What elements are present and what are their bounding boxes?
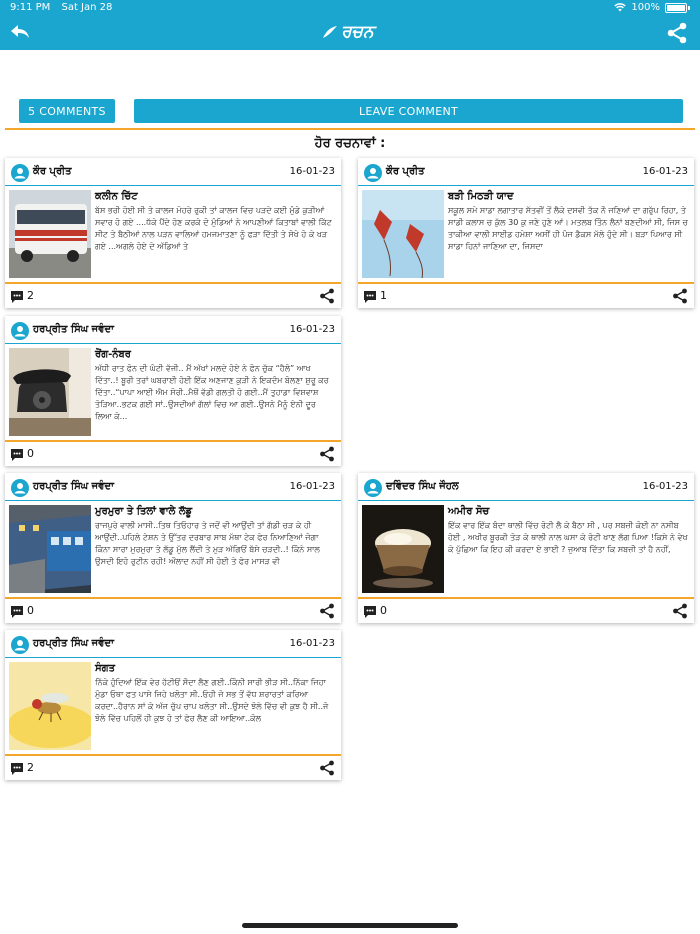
app-logo — [322, 20, 374, 44]
post-author[interactable]: ਕੌਰ ਪ੍ਰੀਤ — [33, 166, 72, 177]
user-avatar-icon — [364, 164, 382, 182]
bus-photo[interactable] — [9, 190, 91, 278]
post-author[interactable]: ਹਰਪ੍ਰੀਤ ਸਿੰਘ ਜਵੰਦਾ — [33, 638, 114, 649]
post-excerpt: ਬੱਸ ਭਰੀ ਹੋਈ ਸੀ ਤੇ ਕਾਲਜ ਮੋਹਰੇ ਰੁਕੀ ਤਾਂ ਕਾਲਜ ਵਿਚ ਪੜਦੇ ਕਈ ਮੁੰਡੇ ਕੁੜੀਆਂ ਸਵਾਰ ਹੋ ਗਏ ....ਧੱਕੇ ਪੈਂਦੇ ਹੋਣ ਕਰਕੇ ਦੋ ਮੁੰਡਿਆਂ ਨੇ ਆਪਣੀਆਂ ਕਿਤਾਬਾਂ ਵਾਲੀ ਕਿੱਟ ਸੀਟ ਤੇ ਬੈਠੀਆਂ ਨਾਲ ਪੜਨ ਵਾਲਿਆਂ ਹਮਜਮਾਤਣਾ ਨੂੰ ਫੜਾ ਦਿੱਤੀ ਤੇ ਸੋਖੇ ਹੋ ਕੇ ਖੜ ਗਏ ...ਅਗਲੇ ਹੋਏ ਦੇ ਅੱਡਿਆਂ ਤੇ — [95, 206, 332, 251]
status-date: Sat Jan 28 — [61, 2, 113, 13]
train-photo[interactable] — [9, 505, 91, 593]
comment-icon[interactable] — [9, 289, 25, 305]
comment-count: 1 — [380, 289, 387, 302]
status-time: 9:11 PM — [10, 2, 51, 13]
post-card[interactable] — [358, 473, 694, 623]
post-date: 16-01-23 — [289, 324, 335, 335]
post-author[interactable]: ਕੌਰ ਪ੍ਰੀਤ — [386, 166, 425, 177]
post-date: 16-01-23 — [289, 638, 335, 649]
comment-count: 2 — [27, 761, 34, 774]
post-excerpt: ਰਾਜਪੁਰੇ ਵਾਲੀ ਮਾਸੀ..ਤਿਥ ਤਿਓਹਾਰ ਤੇ ਜਦੋਂ ਵੀ ਆਉਂਦੀ ਤਾਂ ਗੱਡੀ ਚੜ ਕੇ ਹੀ ਆਉਂਦੀ..ਪਹਿਲੇ ਟੇਸ਼ਨ ਤੇ ਉੱਤਰ ਦਰਬਾਰ ਸਾਬ ਮੱਥਾ ਟੇਕ ਫੇਰ ਨਿਆਣਿਆਂ ਜੋਗਾ ਕਿੰਨਾ ਸਾਰਾ ਮੁਰਮੁਰਾ ਤੇ ਲੱਡੂ ਮੁੱਲ ਲੈਂਦੀ ਤੇ ਮੁੜ ਅੱਗਿਓਂ ਬੱਸੇ ਚੜਦੀ..! ਕਿੰਨੇ ਸਾਲ ਉਸਦੀ ਇਹੋ ਰੁਟੀਨ ਰਹੀ! ਔਲਾਦ ਨਹੀਂ ਸੀ ਹੋਈ ਤੇ ਫੇਰ ਮਾਸੜ ਵੀ — [95, 521, 320, 566]
share-icon[interactable] — [319, 446, 335, 462]
post-date: 16-01-23 — [642, 481, 688, 492]
post-excerpt: ਇੱਕ ਵਾਰ ਇੱਕ ਬੰਦਾ ਥਾਲੀ ਵਿੱਚ ਰੋਟੀ ਲੈ ਕੇ ਬੈਠਾ ਸੀ , ਪਰ ਸਬਜ਼ੀ ਕੋਈ ਨਾ ਨਸੀਬ ਹੋਈ , ਅਖੀਰ ਬੂਰਕੀ ਤੋੜ ਕੇ ਥਾਲੀ ਨਾਲ ਘਸਾ ਕੇ ਰੋਟੀ ਖਾਣ ਲੱਗ ਪਿਆ !ਕਿਸੇ ਨੇ ਵੇਖ ਕੇ ਪੁੱਛਿਆ ਕਿ ਇਹ ਕੀ ਕਰਦਾ ਏ ਭਾਈ ? ਜੁਆਬ ਦਿੱਤਾ ਕਿ ਸਬਜ਼ੀ ਤਾਂ ਹੈ ਨਹੀਂ, — [448, 521, 688, 554]
comment-count: 0 — [27, 447, 34, 460]
back-arrow-icon[interactable] — [8, 20, 32, 44]
share-icon[interactable] — [666, 22, 688, 44]
comment-icon[interactable] — [362, 289, 378, 305]
wifi-icon — [614, 3, 626, 12]
post-card[interactable] — [358, 158, 694, 308]
top-bar — [0, 0, 700, 50]
post-title[interactable]: ਮੁਰਮੁਰਾ ਤੇ ਤਿਲਾਂ ਵਾਲੇ ਲੱਡੂ — [95, 506, 193, 517]
post-title[interactable]: ਰੋਂਗ-ਨੰਬਰ — [95, 349, 132, 360]
post-excerpt: ਅੱਧੀ ਰਾਤ ਫੋਨ ਦੀ ਘੰਟੀ ਵੱਜੀ.. ਮੈਂ ਅੱਖਾਂ ਮਲਦੇ ਹੋਏ ਨੇ ਫੋਨ ਚੁੱਕ “ਹੈਲੋ” ਆਖ ਦਿੱਤਾ..! ਬੂਰੀ ਤਰਾਂ ਘਬਰਾਈ ਹੋਈ ਇੱਕ ਅਣਜਾਣ ਕੁੜੀ ਨੇ ਇਕਦੰਮ ਬੋਲਣਾ ਸ਼ੁਰੂ ਕਰ ਦਿੱਤਾ..“ਪਾਪਾ ਆਈ ਐਮ ਸੋਰੀ..ਮੈਥੋਂ ਵੱਡੀ ਗਲਤੀ ਹੋ ਗਈ..ਮੈਂ ਤੁਹਾਡਾ ਵਿਸ਼ਵਾਸ਼ ਤੋੜਿਆ..ਭਟਕ ਗਈ ਸਾਂ..ਉਸਦੀਆਂ ਗੱਲਾਂ ਵਿਚ ਆ ਗਈ..ਉਸਨੇ ਮੈਨੂੰ ਏਨੀ ਦੂਰ ਲਿਆ ਕੇ... — [95, 364, 329, 421]
post-date: 16-01-23 — [289, 481, 335, 492]
post-title[interactable]: ਅਮੀਰ ਸੋਚ — [448, 506, 490, 517]
food-photo[interactable] — [362, 505, 444, 593]
post-title[interactable]: ਬੜੀ ਮਿਠੜੀ ਯਾਦ — [448, 191, 514, 202]
comment-count: 0 — [27, 604, 34, 617]
quill-icon — [322, 25, 338, 39]
section-divider — [5, 128, 695, 130]
comment-icon[interactable] — [9, 447, 25, 463]
comment-count: 0 — [380, 604, 387, 617]
post-title[interactable]: ਕਲੀਨ ਚਿੱਟ — [95, 191, 138, 202]
user-avatar-icon — [11, 322, 29, 340]
logo-text: ਰਚਨ — [341, 22, 374, 42]
comment-icon[interactable] — [9, 604, 25, 620]
post-title[interactable]: ਸੰਗਤ — [95, 663, 116, 674]
comment-count: 2 — [27, 289, 34, 302]
fly-photo[interactable] — [9, 662, 91, 750]
user-avatar-icon — [11, 636, 29, 654]
post-card[interactable] — [5, 473, 341, 623]
share-icon[interactable] — [672, 288, 688, 304]
comment-icon[interactable] — [362, 604, 378, 620]
comments-button[interactable]: 5 COMMENTS — [19, 99, 115, 123]
user-avatar-icon — [11, 479, 29, 497]
section-title: ਹੋਰ ਰਚਨਾਵਾਂ : — [314, 136, 386, 151]
share-icon[interactable] — [319, 288, 335, 304]
post-author[interactable]: ਦਵਿੰਦਰ ਸਿੰਘ ਜੌਹਲ — [386, 481, 459, 492]
battery-icon — [665, 3, 687, 13]
post-author[interactable]: ਹਰਪ੍ਰੀਤ ਸਿੰਘ ਜਵੰਦਾ — [33, 481, 114, 492]
post-author[interactable]: ਹਰਪ੍ਰੀਤ ਸਿੰਘ ਜਵੰਦਾ — [33, 324, 114, 335]
user-avatar-icon — [364, 479, 382, 497]
leave-comment-button[interactable]: LEAVE COMMENT — [134, 99, 683, 123]
telephone-photo[interactable] — [9, 348, 91, 436]
post-card[interactable] — [5, 316, 341, 466]
share-icon[interactable] — [672, 603, 688, 619]
user-avatar-icon — [11, 164, 29, 182]
post-excerpt: ਸਕੂਲ ਸਮੇ ਸਾਡਾ ਲਗਾਤਾਰ ਸੱਤਵੀਂ ਤੋਂ ਲੈਕੇ ਦਸਵੀ ਤੱਕ ਨੌ ਜਣਿਆਂ ਦਾ ਗਰੁੱਪ ਰਿਹਾ, ਤੇ ਸਾਡੀ ਕਲਾਸ ਚ ਕੁੱਲ 30 ਕੁ ਜਣੇ ਹੁਣੇ ਆਂ। ਮਤਲਬ ਤਿੰਨ ਲੈਨਾਂ ਬਣਦੀਆਂ ਸੀ, ਜਿਸ ਚ ਤਾਕੀਆ ਵਾਲੀ ਸਾਈਡ ਹਮੇਸ਼ਾ ਅਸੀਂ ਹੀ ਪੰਜ ਡੈਕਸ ਮੱਲੇ ਹੁੰਦੇ ਸੀ। ਬੜਾ ਪਿਆਰ ਸੀ ਸਾਡਾ ਹਿਨਾਂ ਜਾਣਿਆ ਦਾ, ਜਿਸਦਾ — [448, 206, 688, 251]
comment-icon[interactable] — [9, 761, 25, 777]
battery-percent: 100% — [631, 2, 660, 13]
post-card[interactable] — [5, 158, 341, 308]
status-bar — [0, 0, 700, 16]
kites-photo[interactable] — [362, 190, 444, 278]
post-date: 16-01-23 — [642, 166, 688, 177]
share-icon[interactable] — [319, 760, 335, 776]
post-card[interactable] — [5, 630, 341, 780]
home-indicator[interactable] — [242, 923, 458, 928]
post-excerpt: ਨਿੱਕੇ ਹੁੰਦਿਆਂ ਇੱਕ ਵੇਰ ਹੱਟੀਓਂ ਸੌਦਾ ਲੈਣ ਗਈ..ਕਿੰਨੀ ਸਾਰੀ ਭੀੜ ਸੀ..ਨਿੱਕਾ ਜਿਹਾ ਮੁੰਡਾ ਓਥਾ ਫਤ ਪਾਸੇ ਜਿਹੇ ਖਲੋਤਾ ਸੀ..ਓਹੀ ਜੋ ਸਭ ਤੋਂ ਵੱਧ ਸ਼ਰਾਰਤਾਂ ਕਰਿਆ ਕਰਦਾ..ਹੈਰਾਨ ਸਾਂ ਕੇ ਅੱਜ ਚੁੱਪ ਚਾਪ ਖਲੋਤਾ ਸੀ..ਉਸਦੇ ਝੋਲੇ ਵਿੱਚ ਵੀ ਕੁਝ ਹੈ ਸੀ..ਜੋ ਝੋਲੇ ਵਿੱਚ ਪਹਿਲੋਂ ਹੀ ਕੁਝ ਹੋ ਤਾਂ ਫੇਰ ਲੈਣ ਕੀ ਆਇਆ..ਕੋਲ — [95, 678, 329, 723]
post-date: 16-01-23 — [289, 166, 335, 177]
share-icon[interactable] — [319, 603, 335, 619]
